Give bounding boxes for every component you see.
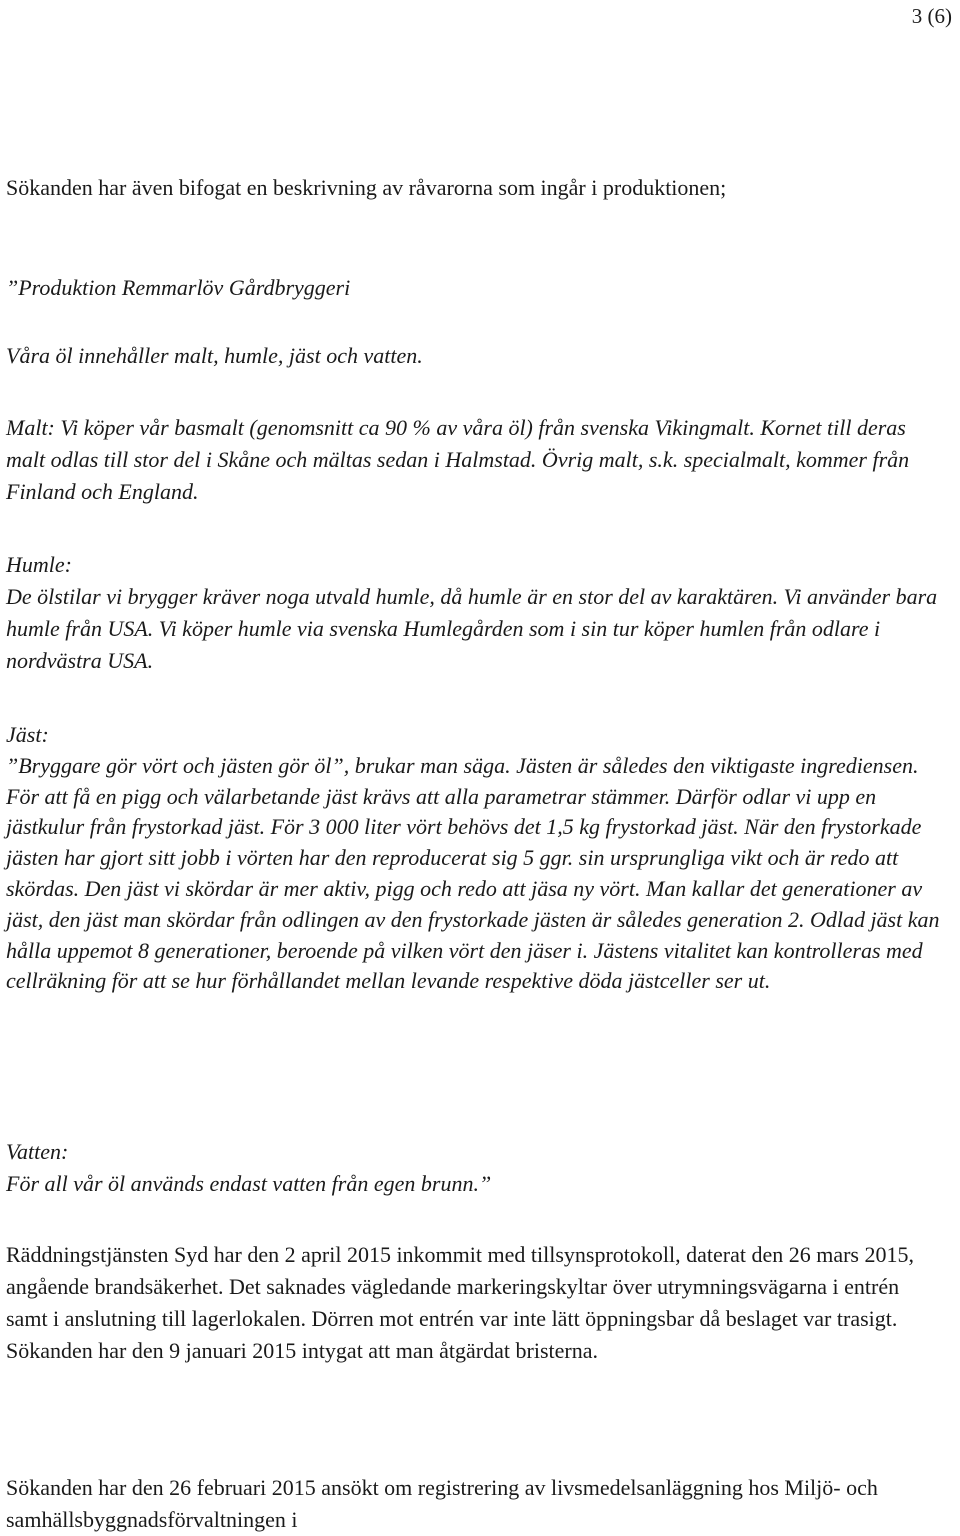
jast-heading: Jäst: <box>6 722 49 747</box>
raddningstjansten-paragraph: Räddningstjänsten Syd har den 2 april 2015 inkommit med tillsynsprotokoll, daterat den 26 mars 2015, angående brandsäkerhet. Det saknades vägledande markeringskyltar över utrymningsvägarna i entrén samt i anslutning till lagerlokalen. Dörren mot entrén var inte lätt öppningsbar då beslaget var trasigt. Sökanden har den 9 januari 2015 intygat att man åtgärdat bristerna. <box>6 1242 914 1363</box>
jast-section <box>6 720 946 997</box>
humle-heading: Humle: <box>6 552 72 577</box>
vatten-heading: Vatten: <box>6 1139 69 1164</box>
intro-paragraph: Sökanden har även bifogat en beskrivning av råvarorna som ingår i produktionen; <box>6 175 727 200</box>
malt-paragraph: Malt: Vi köper vår basmalt (genomsnitt ca 90 % av våra öl) från svenska Vikingmalt. Kornet till deras malt odlas till stor del i Skåne och mältas sedan i Halmstad. Övrig malt, s.k. specialmalt, kommer från Finland och England. <box>6 415 910 504</box>
vatten-section <box>6 1136 946 1200</box>
jast-text: ”Bryggare gör vört och jästen gör öl”, brukar man säga. Jästen är således den viktigaste ingrediensen. För att få en pigg och välarbetande jäst krävs att alla parametrar stämmer. Därför odlar vi upp en jästkulur från frystorkad jäst. För 3 000 liter vört behövs det 1,5 kg frystorkad jäst. När den frystorkade jästen har gjort sitt jobb i vörten har den reproducerat sig 5 ggr. sin ursprungliga vikt och är redo att skördas. Den jäst vi skördar är mer aktiv, pigg och redo att jäsa ny vört. Man kallar det generationer av jäst, den jäst man skördar från odlingen av den frystorkade jästen är således generation 2. Odlad jäst kan hålla uppemot 8 generationer, beroende på vilken vört den jäser i. Jästens vitalitet kan kontrolleras med cellräkning för att se hur förhållandet mellan levande respektive döda jästceller ser ut. <box>6 752 940 994</box>
humle-text: De ölstilar vi brygger kräver noga utvald humle, då humle är en stor del av karaktären. Vi använder bara humle från USA. Vi köper humle via svenska Humlegården som i sin tur köper humlen från odlare i nordvästra USA. <box>6 584 938 673</box>
page-number: 3 (6) <box>911 4 952 28</box>
quote-title: ”Produktion Remmarlöv Gårdbryggeri <box>6 275 351 300</box>
humle-section <box>6 549 946 677</box>
ingredients-paragraph: Våra öl innehåller malt, humle, jäst och vatten. <box>6 343 423 368</box>
vatten-text: För all vår öl används endast vatten från egen brunn.” <box>6 1171 492 1196</box>
registrering-paragraph: Sökanden har den 26 februari 2015 ansökt om registrering av livsmedelsanläggning hos Miljö- och samhällsbyggnadsförvaltningen i <box>6 1475 878 1532</box>
